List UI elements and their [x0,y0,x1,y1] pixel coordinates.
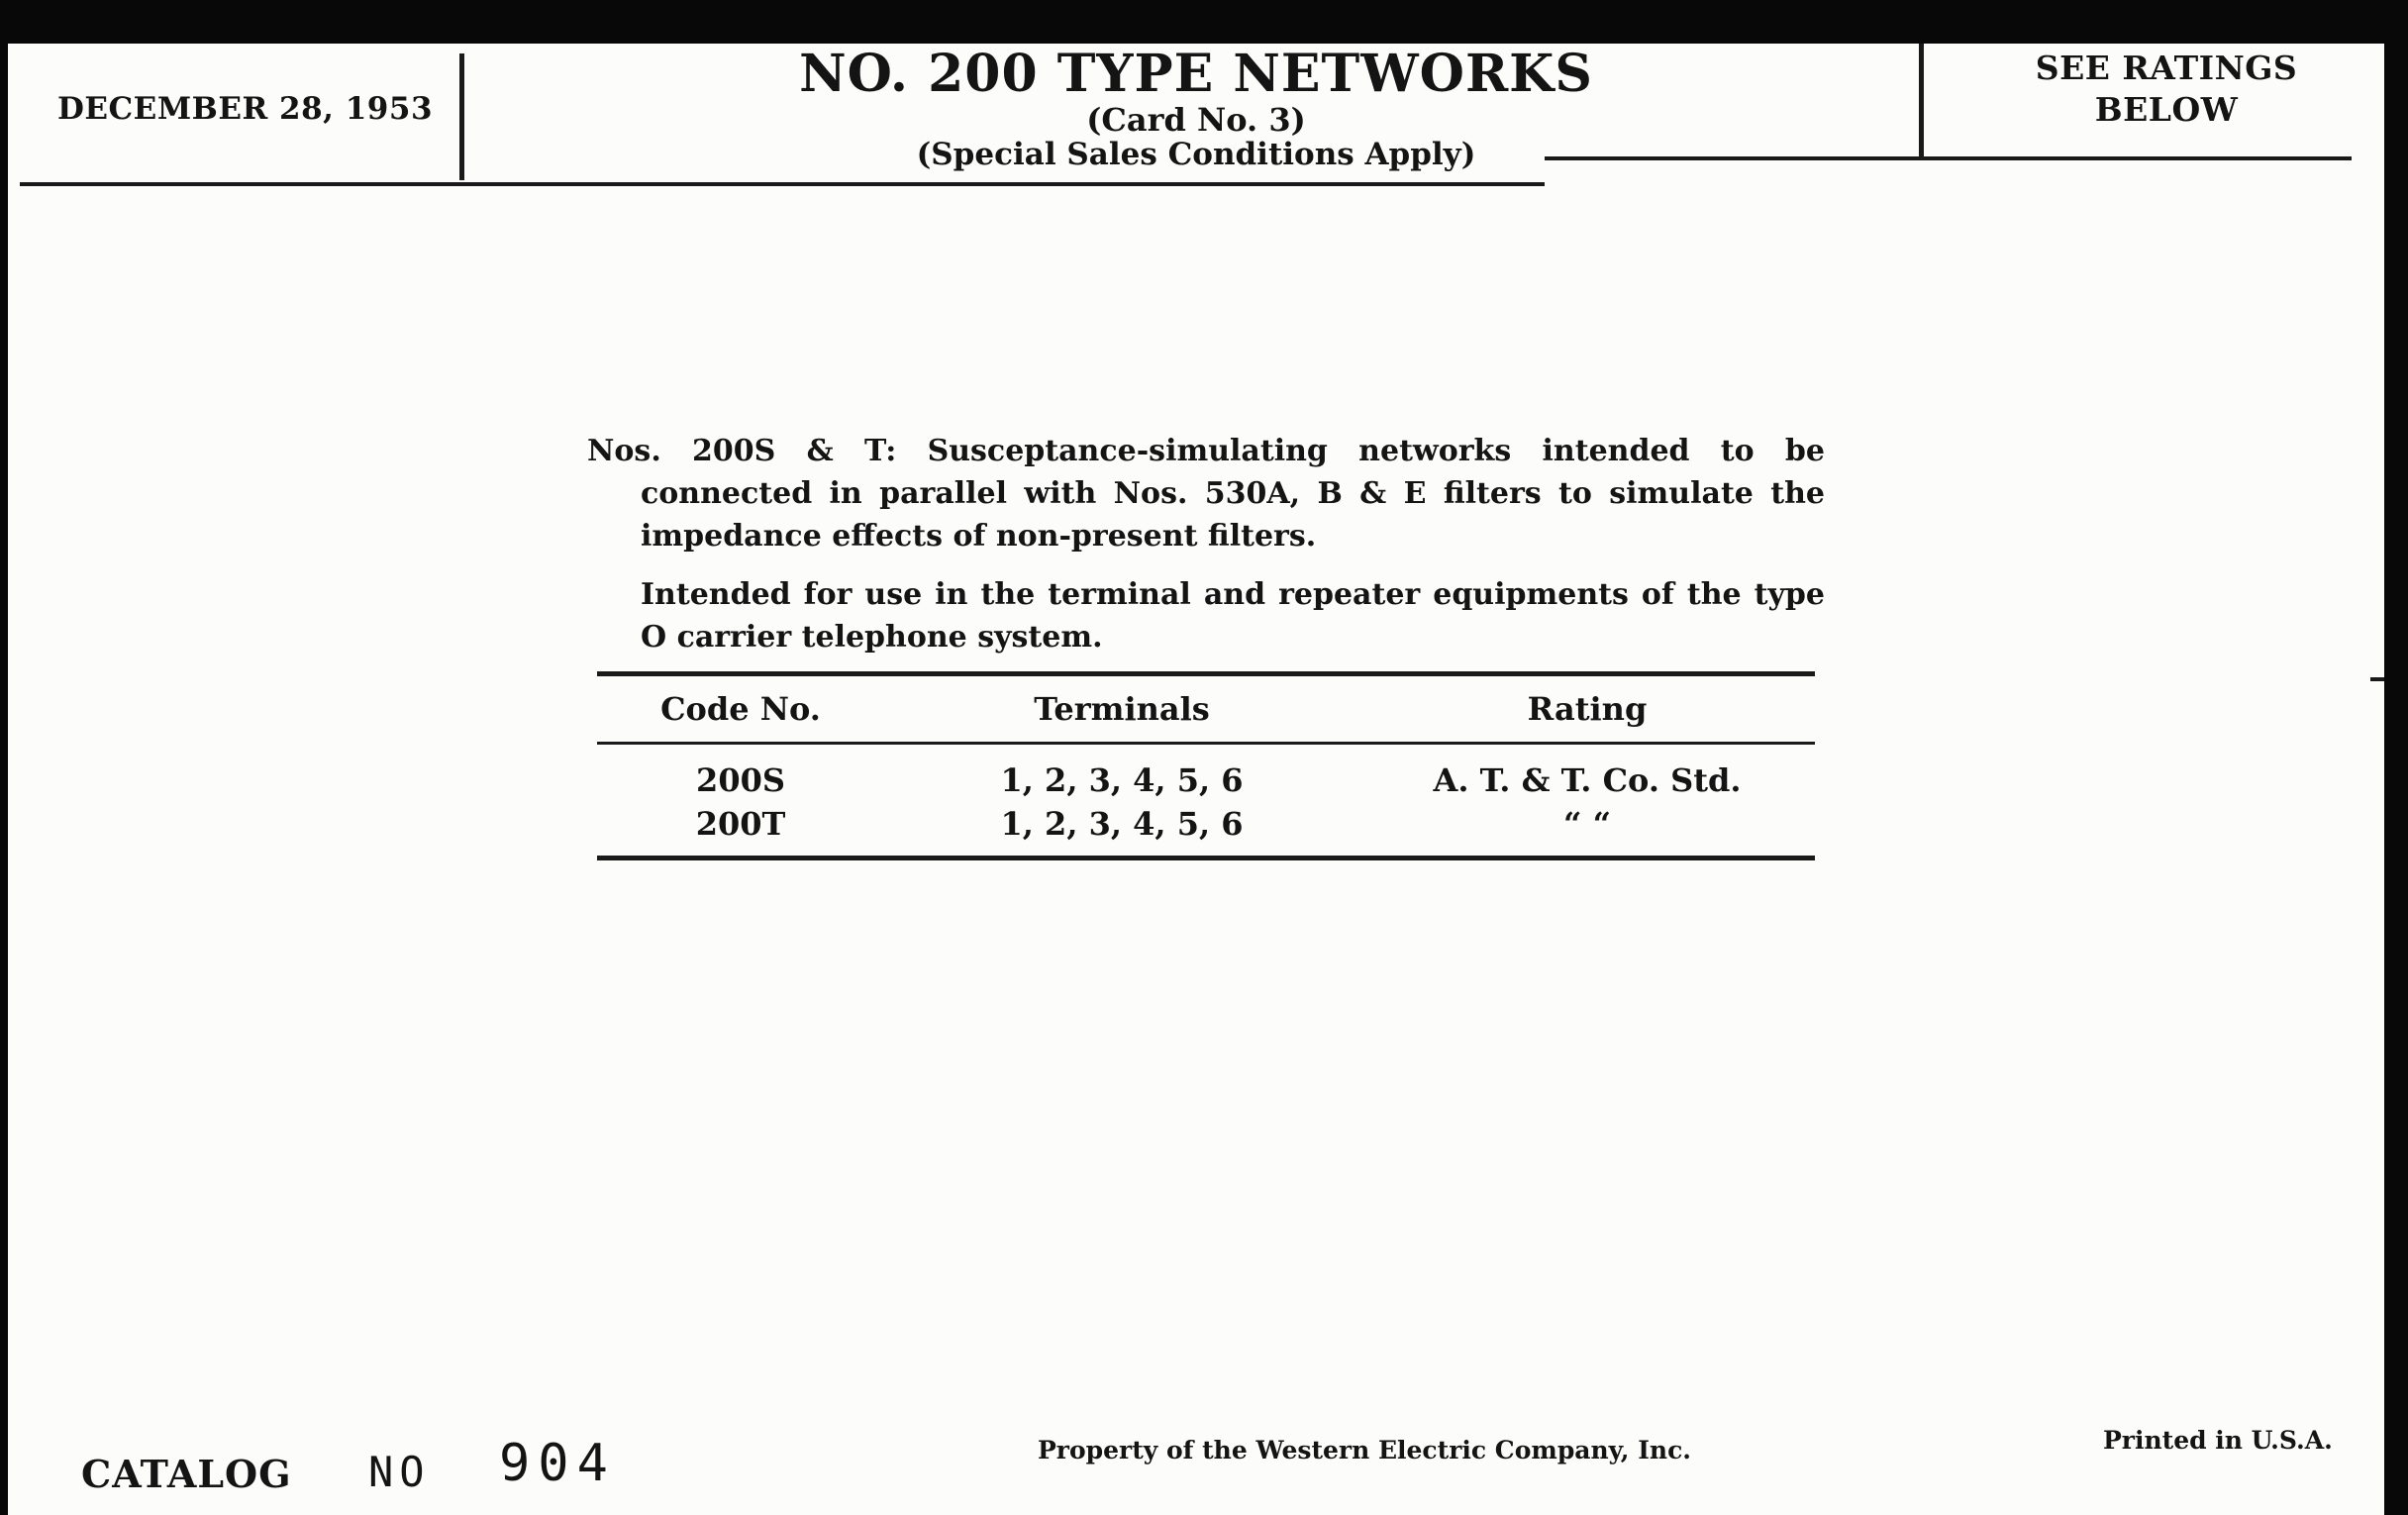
header-date: DECEMBER 28, 1953 [57,91,434,127]
footer-catalog-label: CATALOG [81,1452,292,1496]
header-rating: Rating [1527,690,1648,728]
header-special-conditions: (Special Sales Conditions Apply) [916,137,1476,172]
header-see-ratings [1949,48,2384,131]
see-ratings-line1: SEE RATINGS [2035,49,2298,87]
cell-terminals: 1, 2, 3, 4, 5, 6 [1000,805,1244,843]
cell-code-no: 200T [695,805,786,843]
cell-rating: A. T. & T. Co. Std. [1433,761,1742,799]
header-terminals: Terminals [1034,690,1210,728]
ratings-table [597,671,1815,860]
description [587,430,1825,658]
header-rule-right [1545,156,2352,160]
edge-tick-mark [2370,677,2384,681]
footer-printed-in: Printed in U.S.A. [2103,1426,2333,1455]
header-title: NO. 200 TYPE NETWORKS [799,44,1593,104]
header-code-no: Code No. [660,690,821,728]
scan-border-left [0,0,8,1515]
header-divider-right [1919,44,1924,160]
header-divider-left [459,53,464,180]
description-paragraph-2: Intended for use in the terminal and repeater equipments of the type O carrier telephone system. [641,577,1825,655]
description-paragraph-1: Nos. 200S & T: Susceptance-simulating networks intended to be connected in parallel with Nos. 530A, B & E filters to simulate the impedance effects of non-present filters. [587,434,1825,554]
cell-rating: “ “ [1563,805,1611,843]
scan-border-right [2384,0,2408,1515]
header-card-number: (Card No. 3) [1086,101,1306,139]
table-row [597,758,1815,802]
see-ratings-line2: BELOW [2094,90,2239,129]
table-body [597,745,1815,856]
table-bottom-rule [597,856,1815,860]
table-header-row [597,676,1815,742]
header-rule-left [20,182,1545,186]
card-header [8,44,2384,192]
scan-border-top [0,0,2408,44]
cell-code-no: 200S [696,761,785,799]
footer-catalog-number: 904 [499,1434,616,1493]
cell-terminals: 1, 2, 3, 4, 5, 6 [1000,761,1244,799]
footer-no-label: NO [368,1448,431,1496]
footer-property-notice: Property of the Western Electric Company, Inc. [1038,1436,1692,1464]
table-row [597,802,1815,846]
catalog-card [8,44,2384,1515]
